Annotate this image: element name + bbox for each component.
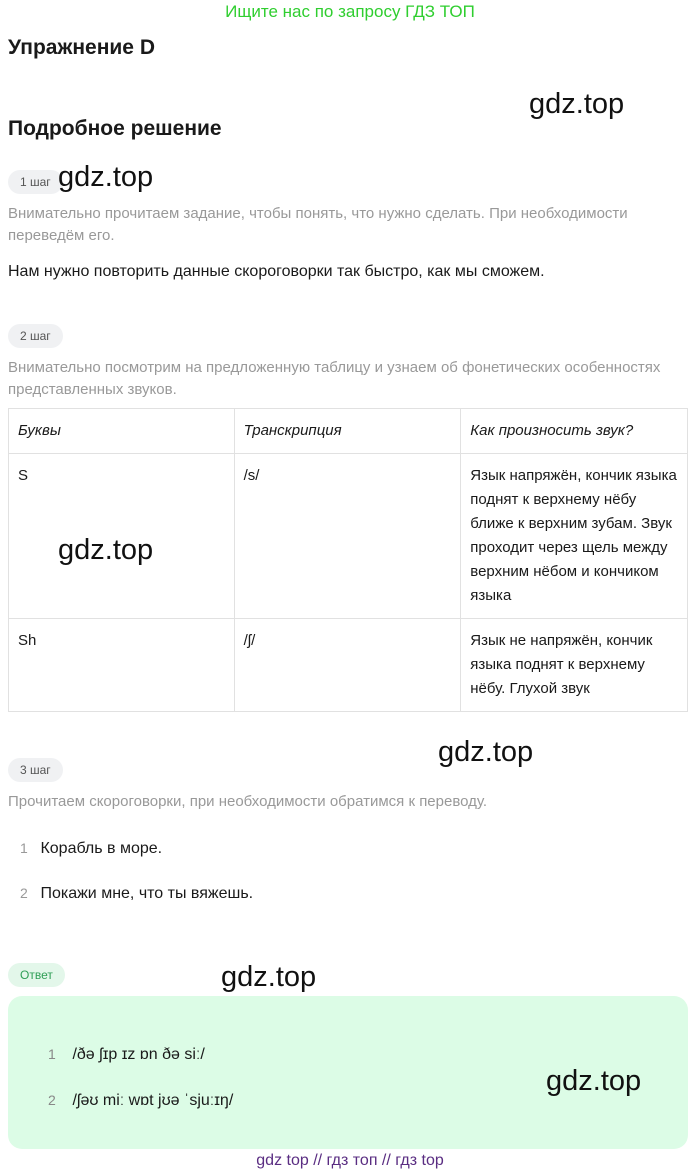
watermark: gdz.top [221,961,317,993]
table-cell: Sh [9,619,235,712]
watermark: gdz.top [529,88,625,120]
footer-links[interactable]: gdz top // гдз топ // гдз top [256,1152,444,1169]
step-1-note: Внимательно прочитаем задание, чтобы понять, что нужно сделать. При необходимости переведём его. [8,205,628,244]
watermark: gdz.top [58,161,154,193]
solution-heading: Подробное решение [8,117,222,140]
list-item [20,836,162,861]
watermark: gdz.top [438,736,534,768]
answer-item [48,1046,205,1064]
answer-text: /ʃəʊ miː wɒt jʊə ˈsjuːɪŋ/ [72,1092,234,1109]
table-cell: Язык не напряжён, кончик языка поднят к верхнему нёбу. Глухой звук [461,619,688,712]
table-cell: S [9,454,235,619]
step-3-badge [8,758,63,782]
table-header: Как произносить звук? [461,409,688,454]
step-3-note: Прочитаем скороговорки, при необходимости обратимся к переводу. [8,793,488,810]
answer-item [48,1092,233,1110]
table-header: Буквы [9,409,235,454]
answer-label: Ответ [8,963,65,987]
step-1-text: Нам нужно повторить данные скороговорки так быстро, как мы сможем. [8,263,545,280]
step-2-label: 2 шаг [8,324,63,348]
watermark: gdz.top [58,534,154,566]
table-cell: /ʃ/ [234,619,461,712]
table-cell: Язык напряжён, кончик языка поднят к верхнему нёбу ближе к верхним зубам. Звук проходит через щель между верхним нёбом и кончиком языка [461,454,688,619]
step-2-note: Внимательно посмотрим на предложенную таблицу и узнаем об фонетических особенностях представленных звуков. [8,359,661,398]
list-number: 2 [20,885,28,901]
step-3-label: 3 шаг [8,758,63,782]
list-text: Покажи мне, что ты вяжешь. [40,885,254,902]
table-header-row [9,409,688,454]
watermark: gdz.top [546,1065,642,1097]
answer-text: /ðə ʃɪp ɪz ɒn ðə siː/ [72,1046,205,1063]
exercise-title: Упражнение D [8,36,155,59]
list-item [20,881,253,906]
list-text: Корабль в море. [40,840,163,857]
top-search-hint[interactable]: Ищите нас по запросу ГДЗ ТОП [225,2,475,21]
table-row [9,619,688,712]
step-1-label: 1 шаг [8,170,63,194]
table-cell: /s/ [234,454,461,619]
answer-number: 1 [48,1046,56,1062]
answer-number: 2 [48,1092,56,1108]
step-2-badge [8,324,63,348]
table-header: Транскрипция [234,409,461,454]
list-number: 1 [20,840,28,856]
answer-badge [8,963,65,987]
step-1-badge [8,170,63,194]
